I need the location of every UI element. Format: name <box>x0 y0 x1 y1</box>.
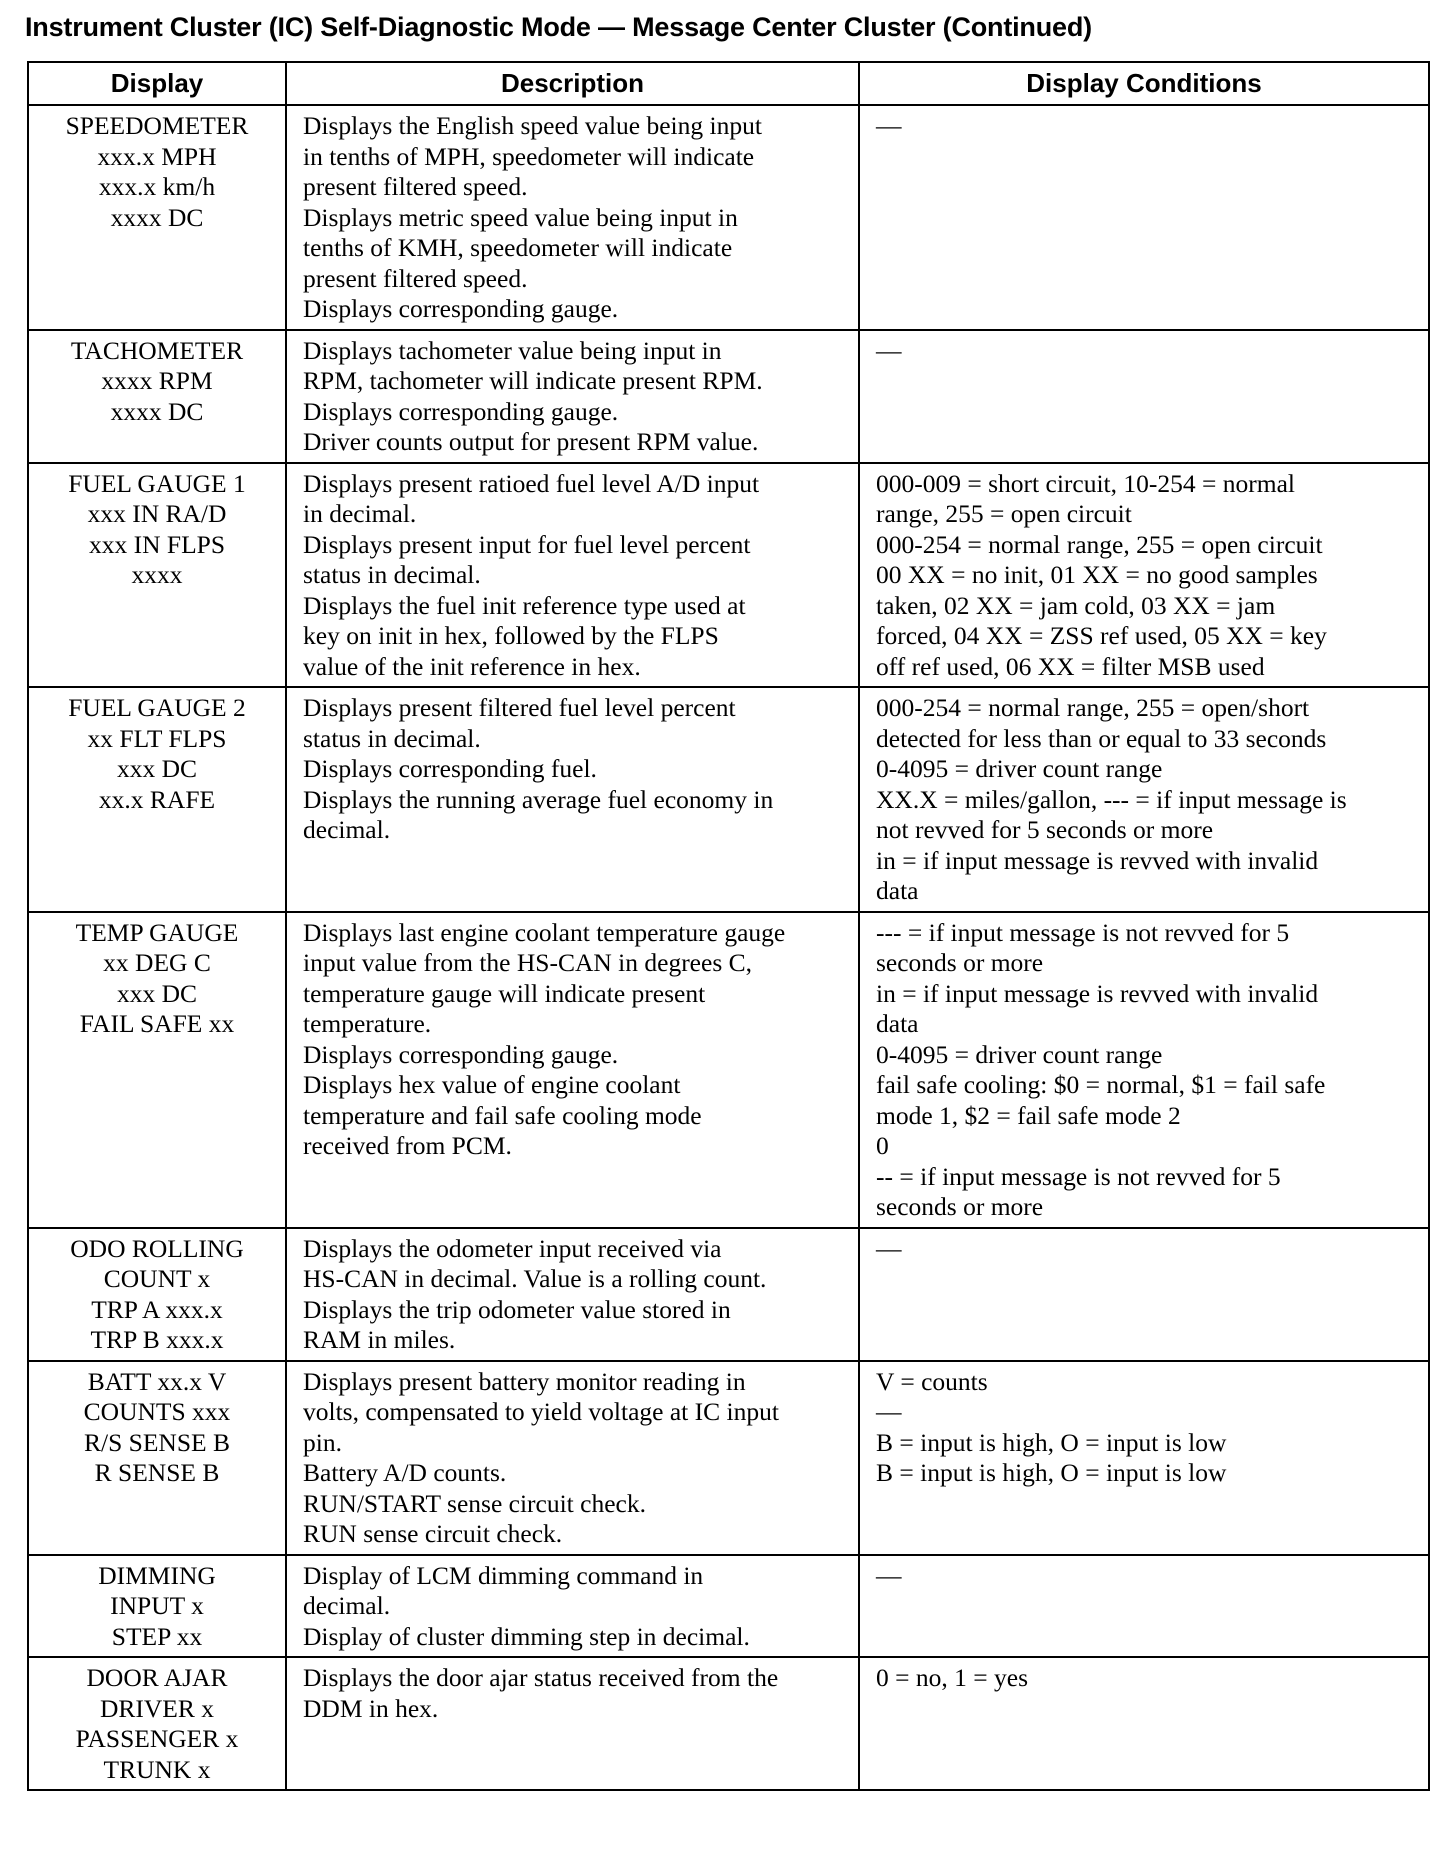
display-line: xxx IN RA/D <box>87 499 227 528</box>
display-line: TRP B xxx.x <box>90 1325 224 1354</box>
description-line: Displays present filtered fuel level percent <box>303 693 736 722</box>
condition-line: — <box>876 1560 902 1590</box>
column-header-display: Display <box>28 62 286 105</box>
description-line: Displays hex value of engine coolant <box>303 1070 681 1099</box>
display-line: FAIL SAFE xx <box>79 1009 235 1038</box>
display-line: xx.x RAFE <box>98 784 216 814</box>
display-cell <box>28 330 286 463</box>
description-line: Displays the English speed value being input <box>303 111 762 140</box>
description-line: temperature gauge will indicate present <box>303 978 706 1008</box>
conditions-cell <box>859 105 1429 330</box>
description-line: Displays the door ajar status received from the <box>303 1663 779 1692</box>
display-line: STEP xx <box>111 1621 203 1651</box>
description-cell <box>286 463 859 688</box>
description-line: input value from the HS-CAN in degrees C, <box>303 948 753 977</box>
condition-line: fail safe cooling: $0 = normal, $1 = fail safe <box>876 1070 1326 1099</box>
display-line: TEMP GAUGE <box>75 917 239 947</box>
display-line: PASSENGER x <box>75 1724 239 1753</box>
table-row <box>28 1228 1429 1361</box>
description-cell <box>286 687 859 912</box>
display-line: BATT xx.x V <box>87 1366 227 1396</box>
display-line: COUNTS xxx <box>83 1397 231 1426</box>
description-line: Displays the odometer input received via <box>303 1233 722 1263</box>
display-line: FUEL GAUGE 2 <box>68 693 246 722</box>
display-line: xxx.x km/h <box>98 172 216 201</box>
description-line: temperature. <box>303 1009 432 1038</box>
description-line: Displays metric speed value being input in <box>303 202 738 232</box>
condition-line: data <box>876 1009 919 1038</box>
description-cell <box>286 1657 859 1790</box>
condition-line: 00 XX = no init, 01 XX = no good samples <box>876 560 1318 589</box>
table-header-row <box>28 62 1429 105</box>
condition-line: taken, 02 XX = jam cold, 03 XX = jam <box>876 590 1276 620</box>
description-line: Displays the fuel init reference type used at <box>303 590 746 620</box>
display-line: ODO ROLLING <box>70 1233 244 1263</box>
description-line: Displays the running average fuel economy in <box>303 784 774 814</box>
table-row <box>28 105 1429 330</box>
conditions-cell <box>859 1228 1429 1361</box>
description-line: received from PCM. <box>303 1131 512 1160</box>
display-line: TRP A xxx.x <box>91 1294 223 1324</box>
display-cell <box>28 1228 286 1361</box>
display-line: DRIVER x <box>99 1693 215 1723</box>
condition-line: range, 255 = open circuit <box>876 499 1132 528</box>
condition-line: B = input is high, O = input is low <box>876 1458 1227 1487</box>
table-row <box>28 912 1429 1228</box>
condition-line: seconds or more <box>876 948 1044 977</box>
display-line: xx DEG C <box>103 948 211 977</box>
condition-line: mode 1, $2 = fail safe mode 2 <box>876 1100 1181 1130</box>
condition-line: -- = if input message is not revved for 5 <box>876 1161 1281 1191</box>
condition-line: detected for less than or equal to 33 seconds <box>876 723 1327 753</box>
table-row <box>28 687 1429 912</box>
description-line: Displays present battery monitor reading in <box>303 1366 746 1396</box>
table-row <box>28 330 1429 463</box>
display-line: xxxx <box>131 560 183 589</box>
description-line: decimal. <box>303 815 391 844</box>
condition-line: --- = if input message is not revved for 5 <box>876 917 1290 947</box>
display-line: R SENSE B <box>94 1458 220 1487</box>
display-cell <box>28 463 286 688</box>
description-line: status in decimal. <box>303 723 481 753</box>
description-line: present filtered speed. <box>303 172 528 201</box>
description-line: pin. <box>303 1427 342 1457</box>
display-line: TACHOMETER <box>70 335 244 365</box>
description-line: Displays corresponding gauge. <box>303 1039 619 1069</box>
display-line: COUNT x <box>103 1264 211 1293</box>
condition-line: XX.X = miles/gallon, --- = if input message is <box>876 784 1347 814</box>
display-line: R/S SENSE B <box>84 1427 230 1457</box>
description-cell <box>286 912 859 1228</box>
table-row <box>28 463 1429 688</box>
display-line: TRUNK x <box>103 1754 211 1784</box>
table-body <box>28 105 1429 1790</box>
description-line: RUN sense circuit check. <box>303 1519 563 1548</box>
condition-line: 0 = no, 1 = yes <box>876 1663 1029 1692</box>
description-cell <box>286 1555 859 1658</box>
condition-line: — <box>876 111 902 140</box>
display-cell <box>28 105 286 330</box>
column-header-display-conditions: Display Conditions <box>859 62 1429 105</box>
condition-line: — <box>876 335 902 365</box>
conditions-cell <box>859 687 1429 912</box>
display-cell <box>28 1555 286 1658</box>
condition-line: 000-254 = normal range, 255 = open circuit <box>876 529 1323 559</box>
display-line: xxx DC <box>116 754 198 783</box>
diagnostic-table <box>27 61 1430 1791</box>
column-header-description: Description <box>286 62 859 105</box>
description-line: Displays corresponding fuel. <box>303 754 597 783</box>
condition-line: in = if input message is revved with invalid <box>876 845 1319 875</box>
description-line: RAM in miles. <box>303 1325 456 1354</box>
display-line: xxx.x MPH <box>97 141 217 171</box>
description-cell <box>286 330 859 463</box>
display-line: xx FLT FLPS <box>87 723 227 753</box>
display-cell <box>28 1657 286 1790</box>
page-title: Instrument Cluster (IC) Self-Diagnostic Mode — Message Center Cluster (Continued) <box>25 12 1092 42</box>
display-line: xxxx RPM <box>101 366 213 395</box>
description-line: temperature and fail safe cooling mode <box>303 1100 702 1130</box>
description-line: status in decimal. <box>303 560 481 589</box>
description-line: Displays the trip odometer value stored in <box>303 1294 731 1324</box>
display-line: xxxx DC <box>110 396 204 426</box>
description-line: value of the init reference in hex. <box>303 651 641 681</box>
display-cell <box>28 687 286 912</box>
condition-line: forced, 04 XX = ZSS ref used, 05 XX = key <box>876 621 1327 650</box>
condition-line: in = if input message is revved with invalid <box>876 978 1319 1008</box>
description-line: present filtered speed. <box>303 263 528 293</box>
description-line: in decimal. <box>303 499 417 528</box>
condition-line: 000-009 = short circuit, 10-254 = normal <box>876 468 1295 498</box>
table-row <box>28 1555 1429 1658</box>
display-line: DOOR AJAR <box>86 1663 228 1692</box>
description-line: tenths of KMH, speedometer will indicate <box>303 233 733 262</box>
table-row <box>28 1657 1429 1790</box>
display-cell <box>28 1361 286 1555</box>
condition-line: 0 <box>876 1131 889 1160</box>
description-line: Display of LCM dimming command in <box>303 1560 704 1590</box>
condition-line: V = counts <box>876 1366 988 1396</box>
description-line: DDM in hex. <box>303 1693 439 1723</box>
condition-line: seconds or more <box>876 1192 1044 1221</box>
description-line: Driver counts output for present RPM value. <box>303 427 759 456</box>
description-line: key on init in hex, followed by the FLPS <box>303 621 719 650</box>
description-line: Battery A/D counts. <box>303 1458 507 1487</box>
condition-line: 0-4095 = driver count range <box>876 1039 1163 1069</box>
display-line: xxx DC <box>116 978 198 1008</box>
display-line: INPUT x <box>110 1591 204 1620</box>
conditions-cell <box>859 330 1429 463</box>
description-cell <box>286 105 859 330</box>
display-line: SPEEDOMETER <box>65 111 249 140</box>
display-line: xxxx DC <box>110 202 204 232</box>
condition-line: data <box>876 876 919 905</box>
description-line: RPM, tachometer will indicate present RPM. <box>303 366 763 395</box>
condition-line: 000-254 = normal range, 255 = open/short <box>876 693 1310 722</box>
description-line: in tenths of MPH, speedometer will indicate <box>303 141 755 171</box>
condition-line: not revved for 5 seconds or more <box>876 815 1214 844</box>
conditions-cell <box>859 1361 1429 1555</box>
description-line: Displays tachometer value being input in <box>303 335 722 365</box>
conditions-cell <box>859 912 1429 1228</box>
conditions-cell <box>859 1657 1429 1790</box>
description-line: HS-CAN in decimal. Value is a rolling count. <box>303 1264 767 1293</box>
display-cell <box>28 912 286 1228</box>
display-line: xxx IN FLPS <box>88 529 226 559</box>
condition-line: 0-4095 = driver count range <box>876 754 1163 783</box>
description-line: Display of cluster dimming step in decimal. <box>303 1621 750 1651</box>
description-line: Displays corresponding gauge. <box>303 294 619 323</box>
condition-line: B = input is high, O = input is low <box>876 1427 1227 1457</box>
description-line: RUN/START sense circuit check. <box>303 1488 646 1518</box>
display-line: DIMMING <box>98 1560 216 1590</box>
description-cell <box>286 1361 859 1555</box>
description-line: Displays present ratioed fuel level A/D input <box>303 468 760 498</box>
description-line: Displays last engine coolant temperature gauge <box>303 917 786 947</box>
table-row <box>28 1361 1429 1555</box>
description-line: Displays present input for fuel level percent <box>303 529 751 559</box>
condition-line: — <box>876 1233 902 1263</box>
description-cell <box>286 1228 859 1361</box>
condition-line: off ref used, 06 XX = filter MSB used <box>876 651 1265 681</box>
display-line: FUEL GAUGE 1 <box>68 468 246 498</box>
description-line: volts, compensated to yield voltage at IC input <box>303 1397 779 1426</box>
condition-line: — <box>876 1397 902 1426</box>
description-line: Displays corresponding gauge. <box>303 396 619 426</box>
conditions-cell <box>859 463 1429 688</box>
description-line: decimal. <box>303 1591 391 1620</box>
conditions-cell <box>859 1555 1429 1658</box>
